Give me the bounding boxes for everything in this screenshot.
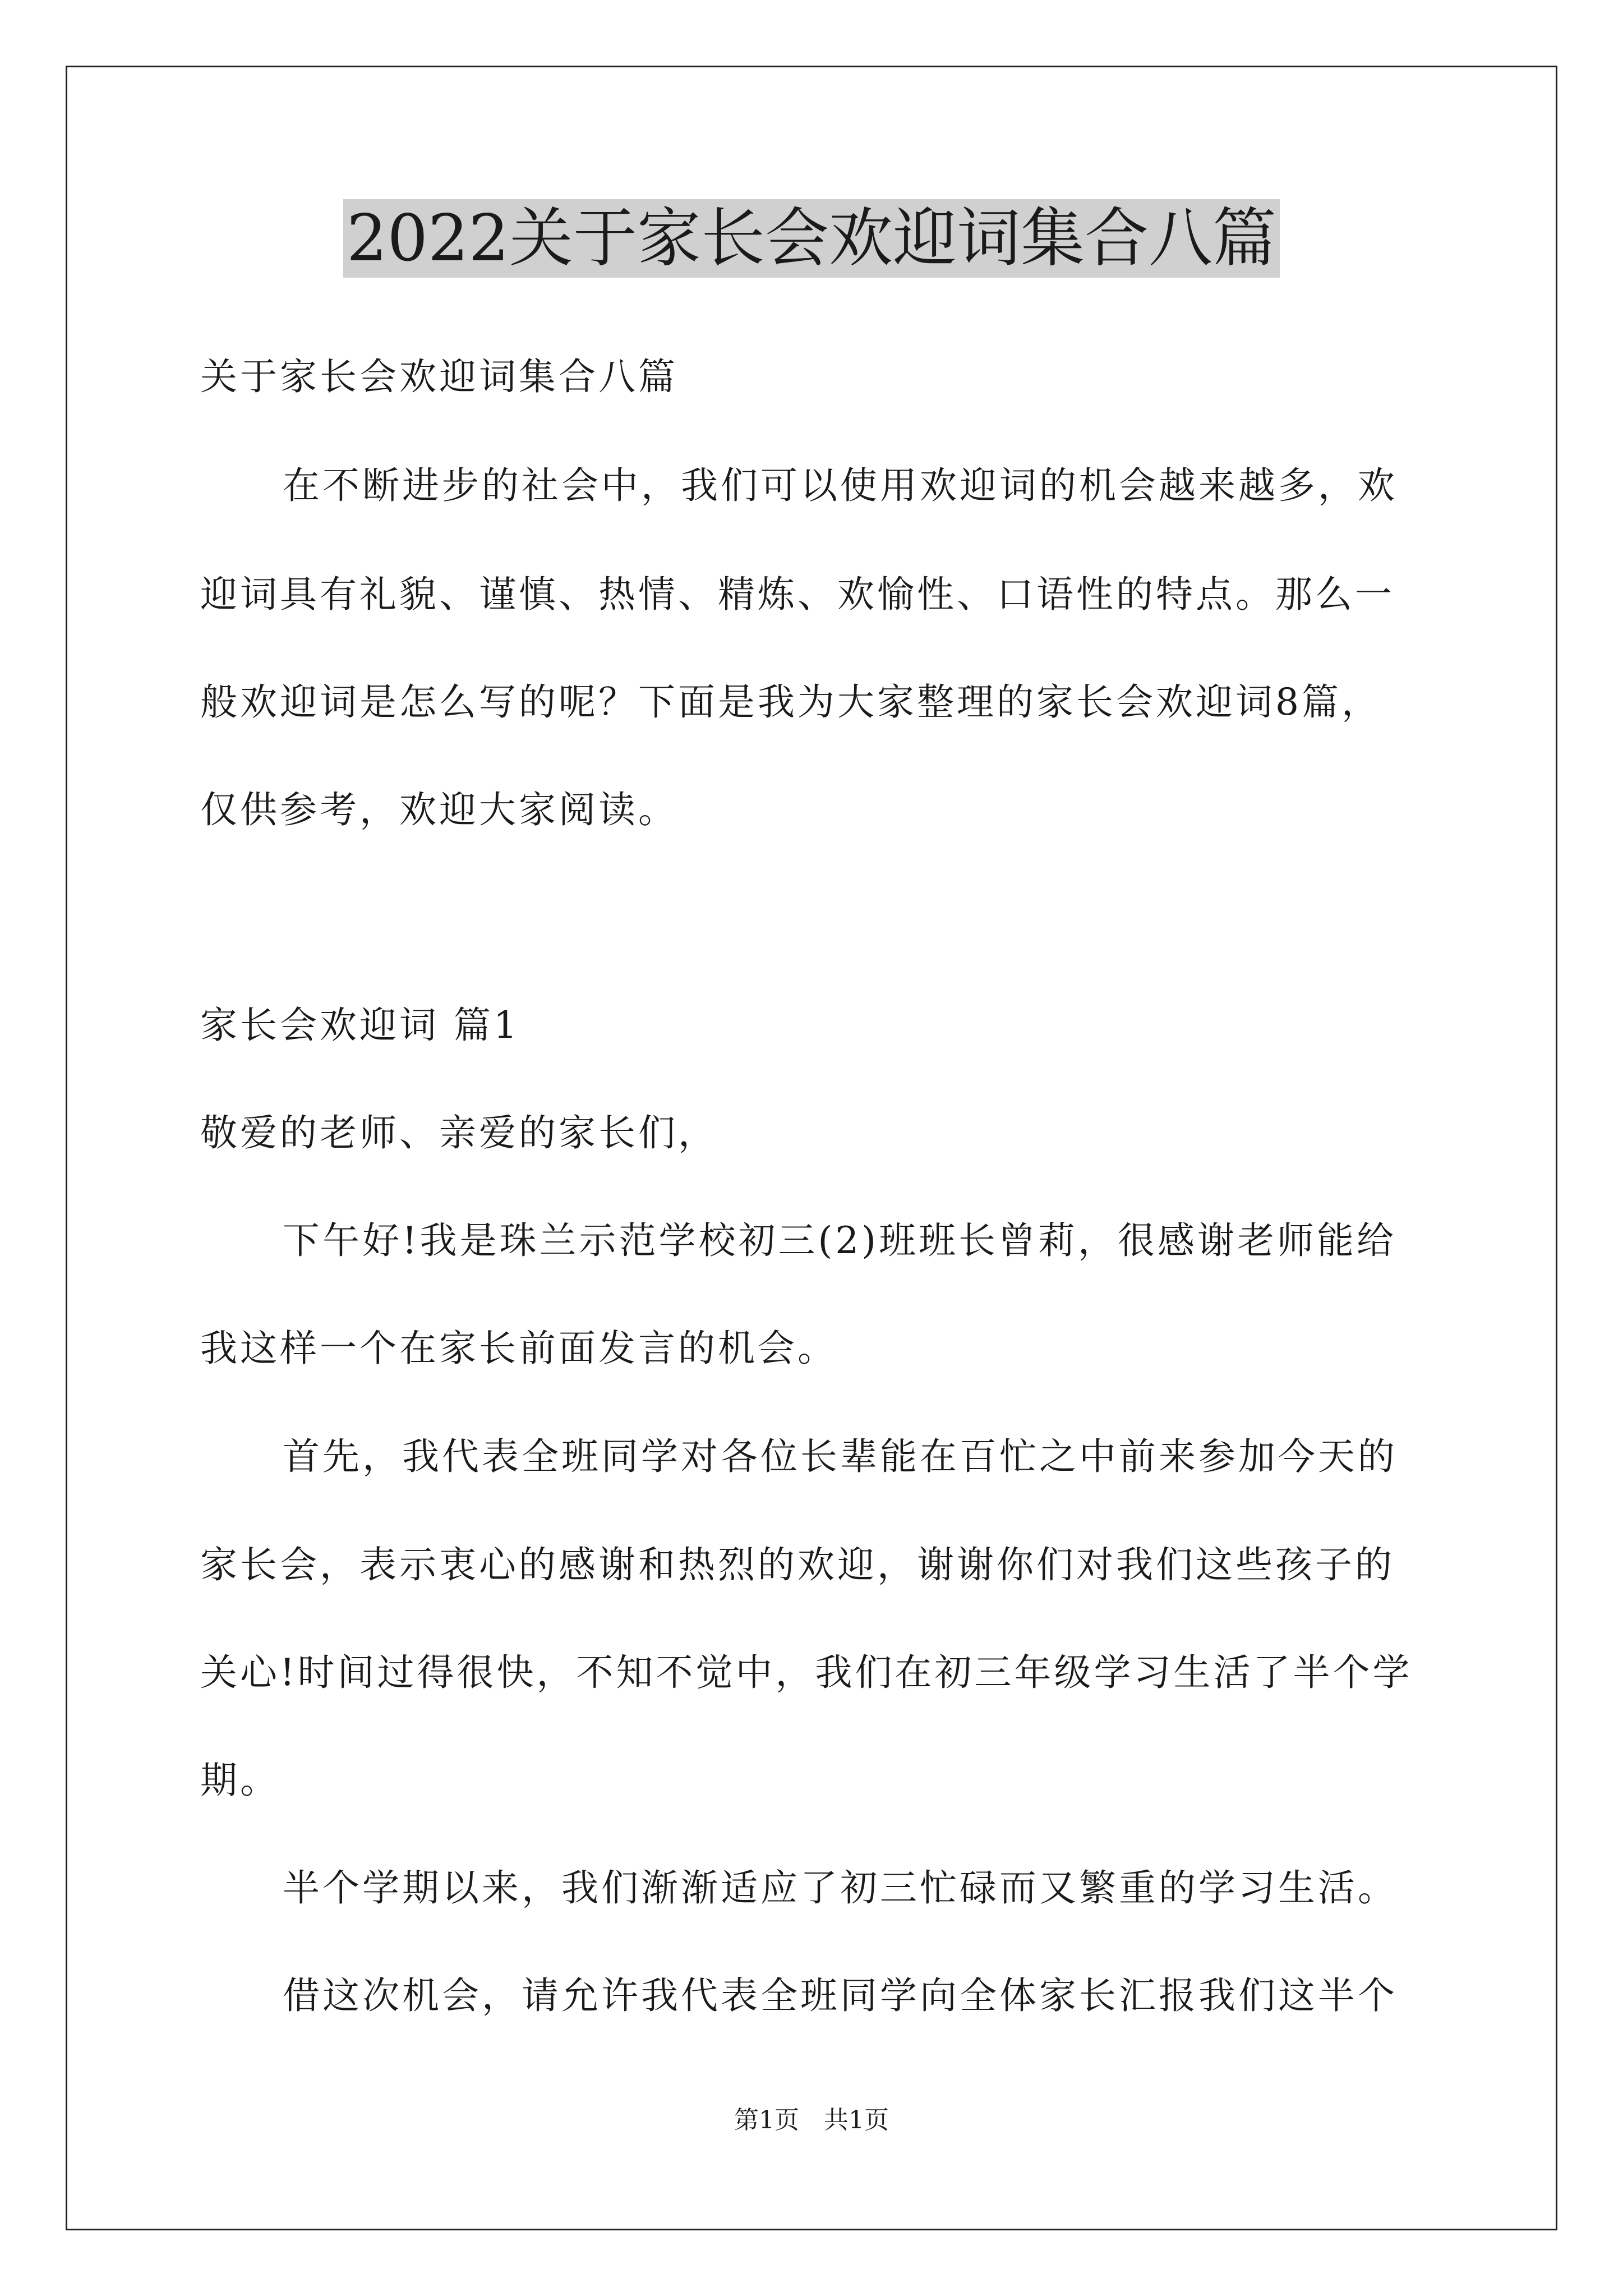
paragraph-line: 半个学期以来，我们渐渐适应了初三忙碌而又繁重的学习生活。 bbox=[283, 1866, 1398, 1910]
paragraph-line: 借这次机会，请允许我代表全班同学向全体家长汇报我们这半个 bbox=[283, 1974, 1398, 2017]
paragraph-line: 我这样一个在家长前面发言的机会。 bbox=[200, 1327, 837, 1370]
salutation-line: 敬爱的老师、亲爱的家长们， bbox=[200, 1111, 718, 1154]
paragraph-line: 关心!时间过得很快，不知不觉中，我们在初三年级学习生活了半个学 bbox=[200, 1651, 1413, 1694]
document-title: 2022关于家长会欢迎词集合八篇 bbox=[343, 199, 1280, 278]
page-number-footer: 第1页 共1页 bbox=[734, 2106, 889, 2134]
intro-line-4: 仅供参考，欢迎大家阅读。 bbox=[200, 788, 678, 831]
paragraph-line: 首先，我代表全班同学对各位长辈能在百忙之中前来参加今天的 bbox=[283, 1435, 1398, 1478]
intro-line-1: 在不断进步的社会中，我们可以使用欢迎词的机会越来越多，欢 bbox=[283, 464, 1398, 507]
paragraph-line: 期。 bbox=[200, 1759, 280, 1802]
subtitle-line: 关于家长会欢迎词集合八篇 bbox=[200, 355, 678, 398]
paragraph-line: 下午好!我是珠兰示范学校初三(2)班班长曾莉，很感谢老师能给 bbox=[283, 1219, 1397, 1262]
title-container bbox=[0, 199, 1623, 278]
section-heading: 家长会欢迎词 篇1 bbox=[200, 1004, 520, 1047]
intro-line-3: 般欢迎词是怎么写的呢？下面是我为大家整理的家长会欢迎词8篇， bbox=[200, 680, 1381, 724]
intro-line-2: 迎词具有礼貌、谨慎、热情、精炼、欢愉性、口语性的特点。那么一 bbox=[200, 573, 1395, 616]
paragraph-line: 家长会，表示衷心的感谢和热烈的欢迎，谢谢你们对我们这些孩子的 bbox=[200, 1543, 1395, 1586]
